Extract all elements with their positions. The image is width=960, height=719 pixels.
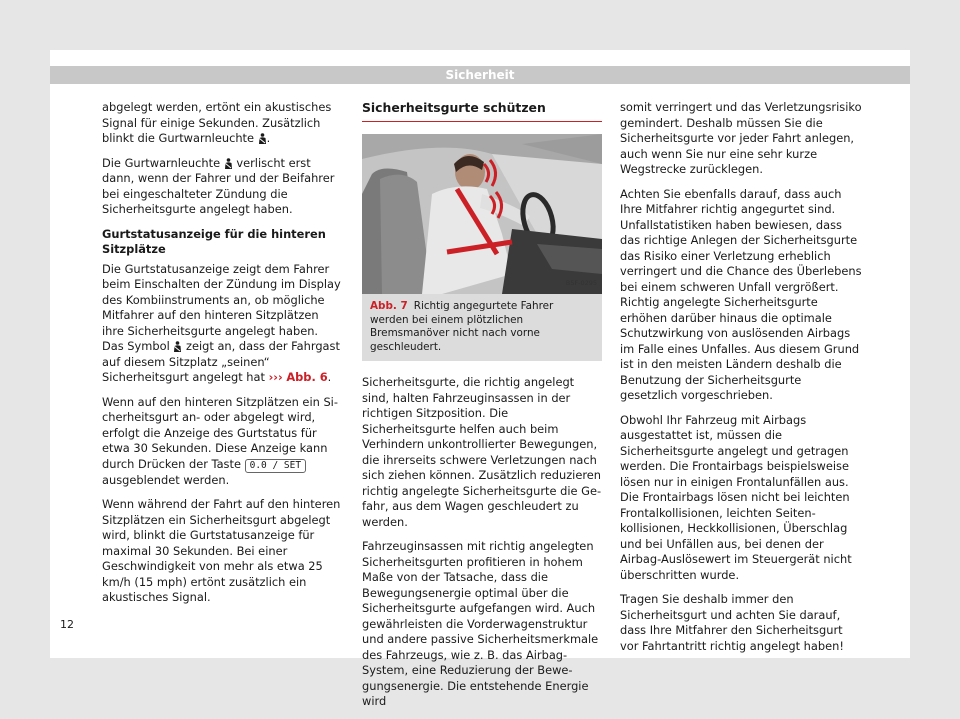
column-left: [102, 100, 342, 615]
section-header: Sicherheit: [50, 66, 910, 84]
seatbelt-warning-icon: [258, 133, 267, 144]
paragraph: Wenn auf den hinteren Sitzplätzen ein Sicherheitsgurt an- oder abgelegt wird, erfolgt die Anzeige des Gurtstatus für etwa 30 Sekunden. Diese Anzeige kann durch Drücken der Taste 0.0 / SET ausgeblendet werden.: [102, 394, 338, 487]
key-label: 0.0 / SET: [245, 459, 306, 473]
driver-illustration: [362, 134, 602, 294]
figure-link[interactable]: Abb. 6: [286, 370, 328, 384]
caption-text: Richtig angegurtete Fahrer werden bei einem plötzlichen Bremsmanöver nicht nach vorne geschleudert.: [370, 300, 554, 353]
page-number: 12: [60, 618, 74, 631]
paragraph: Fahrzeuginsassen mit richtig angelegten Sicherheitsgurten profitieren in hohem Maße von der Tatsache, dass die Bewegungsenergie optimal über die Sicherheitsgurte aufgefangen wird. Auch gewährleisten die Vorderwagenstruktur und andere passive Sicherheitsmerkmale des Fahrzeugs, wie z. B. das Airbag-System, eine Reduzierung der Bewegungsenergie. Die entstehende Energie wird: [362, 539, 599, 708]
figure-caption: [362, 294, 602, 361]
paragraph: Wenn während der Fahrt auf den hinteren Sitzplätzen ein Sicherheitsgurt abgelegt wird, blinkt die Gurtstatusanzeige für maximal 30 Sekunden. Bei einer Geschwindigkeit von mehr als etwa 25 km/h (15 mph) ertönt zusätzlich ein akustisches Signal.: [102, 497, 341, 604]
caption-label: Abb. 7: [370, 300, 408, 312]
seatbelt-status-icon: [173, 341, 182, 352]
figure-image: [362, 134, 602, 294]
figure-code: B5F-0295: [565, 278, 597, 287]
paragraph: Sicherheitsgurte, die richtig angelegt sind, halten Fahrzeuginsassen in der richtigen Sitzposition. Die Sicherheitsgurte helfen auch beim Verhindern unkontrollierter Bewegungen, die ihrerseits schwere Verletzungen nach sich ziehen können. Zusätzlich reduzieren richtig angelegte Sicherheitsgurte die Gefahr, aus dem Wagen geschleudert zu werden.: [362, 375, 602, 529]
column-right: [620, 100, 862, 663]
paragraph: Obwohl Ihr Fahrzeug mit Airbags ausgestattet ist, müssen die Sicherheitsgurte angelegt und getragen werden. Die Frontairbags beispielsweise lösen nur in einigen Frontalunfällen aus. Die Frontairbags lösen nicht bei leichten Frontalkollisionen, leichten Seitenkollisionen, Heckkollisionen, Überschlag und bei Unfällen aus, bei denen der Airbag-Auslösewert im Steuergerät nicht überschritten wurde.: [620, 412, 852, 582]
reference-arrows: ›››: [268, 370, 283, 384]
paragraph: somit verringert und das Verletzungsrisiko gemindert. Deshalb müssen Sie die Sicherheitsgurte vor jeder Fahrt anlegen, auch wenn Sie nur eine sehr kurze Wegstrecke zurücklegen.: [620, 100, 862, 176]
subheading: Gurtstatusanzeige für die hinteren Sitzplätze: [102, 226, 326, 256]
paragraph: Tragen Sie deshalb immer den Sicherheitsgurt und achten Sie darauf, dass Ihre Mitfahrer den Sicherheitsgurt vor Fahrtantritt richtig angelegt haben!: [620, 592, 844, 653]
paragraph: Die Gurtstatusanzeige zeigt dem Fahrer beim Einschalten der Zündung im Display des Kombiinstruments an, ob mögliche Mitfahrer auf den hinteren Sitzplätzen ihre Sicherheitsgurte angelegt haben. Das Symbol zeigt an, dass der Fahrgast auf diesem Sitzplatz „seinen“ Sicherheitsgurt angelegt hat ››› Abb. 6.: [102, 261, 341, 384]
seatbelt-warning-icon: [224, 158, 233, 169]
column-middle: [362, 100, 602, 719]
paragraph: Die Gurtwarnleuchte verlischt erst dann, wenn der Fahrer und der Beifahrer bei eingeschalteter Zündung die Sicherheitsgurte angelegt haben.: [102, 155, 335, 216]
section-title: Sicherheitsgurte schützen: [362, 100, 602, 122]
paragraph: abgelegt werden, ertönt ein akustisches Signal für einige Sekunden. Zusätzlich blinkt die Gurtwarnleuchte .: [102, 100, 332, 145]
paragraph: Achten Sie ebenfalls darauf, dass auch Ihre Mitfahrer richtig angegurtet sind. Unfallstatistiken haben bewiesen, dass das richtige Anlegen der Sicherheitsgurte das Risiko einer Verletzung erheblich verringert und die Chance des Überlebens bei einem schweren Unfall vergrößert. Richtig angelegte Sicherheitsgurte erhöhen darüber hinaus die optimale Schutzwirkung von auslösenden Airbags im Falle eines Unfalles. Aus diesem Grund ist in den meisten Ländern deshalb die Benutzung der Sicherheitsgurte gesetzlich vorgeschrieben.: [620, 186, 862, 402]
